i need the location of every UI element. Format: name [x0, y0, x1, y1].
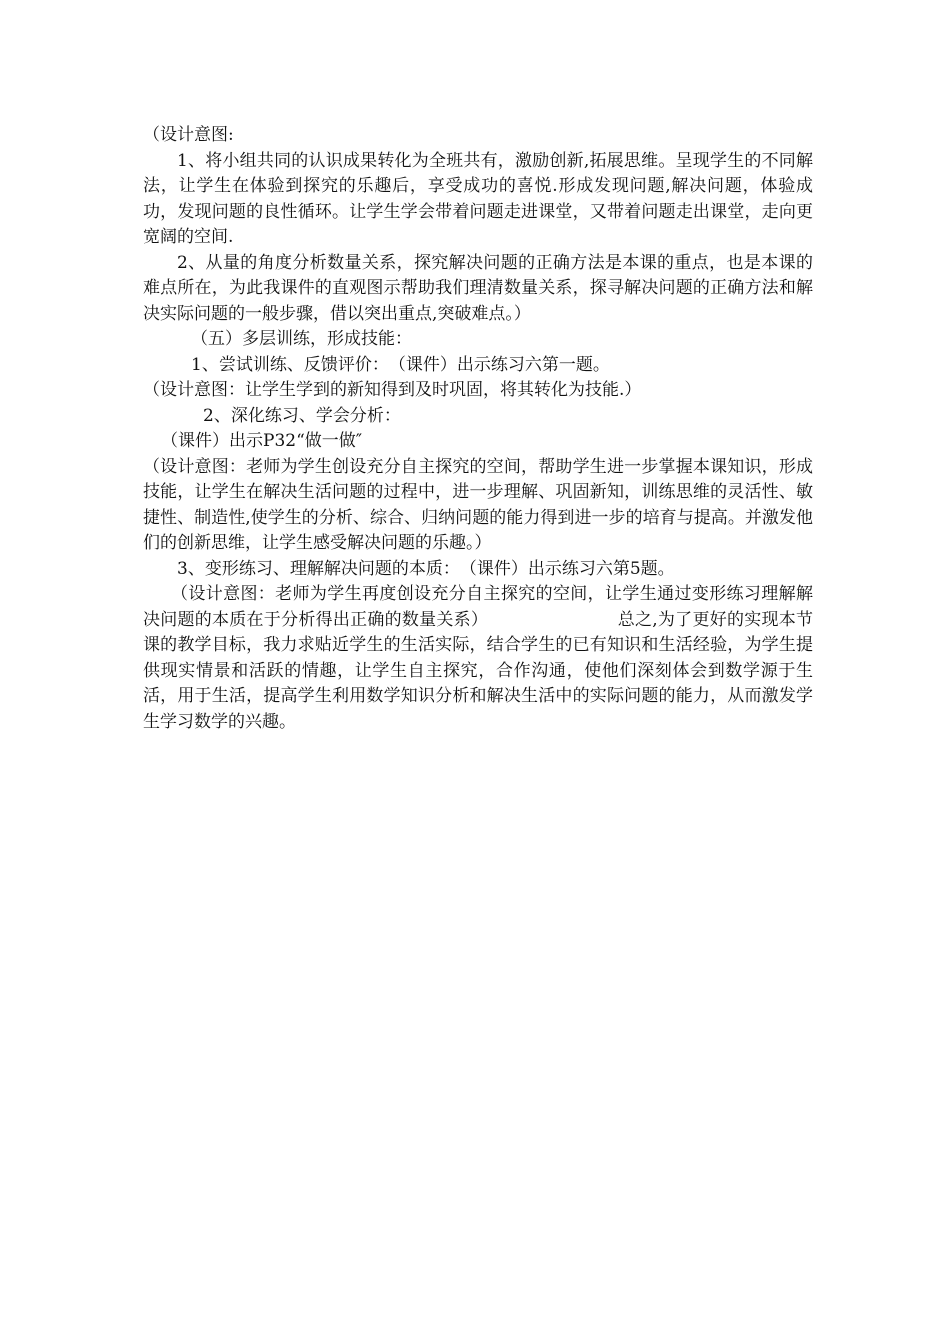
- paragraph-section-five: （五）多层训练，形成技能：: [191, 329, 412, 349]
- paragraph-design-intent-summary: （设计意图：老师为学生再度创设充分自主探究的空间，让学生通过变形练习理解解决问题的本质在于分析得出正确的数量关系） 总之,为了更好的实现本节课的教学目标，我力求贴近学生的生活实际，结合学生的已有知识和生活经验，为学生提供现实情景和活跃的情趣，让学生自主探究，合作沟通，使他们深刻体会到数学源于生活，用于生活，提高学生利用数学知识分析和解决生活中的实际问题的能力，从而激发学生学习数学的兴趣。: [143, 584, 813, 732]
- paragraph-design-intent-consolidate: （设计意图：让学生学到的新知得到及时巩固，将其转化为技能.）: [143, 380, 642, 400]
- paragraph-point-1: 1、将小组共同的认识成果转化为全班共有，激励创新,拓展思维。呈现学生的不同解法，让学生在体验到探究的乐趣后，享受成功的喜悦.形成发现问题,解决问题，体验成功，发现问题的良性循环。让学生学会带着问题走进课堂，又带着问题走出课堂，走向更宽阔的空间.: [143, 150, 813, 247]
- paragraph-point-2: 2、从量的角度分析数量关系，探究解决问题的正确方法是本课的重点，也是本课的难点所在，为此我课件的直观图示帮助我们理清数量关系，探寻解决问题的正确方法和解决实际问题的一般步骤，借以突出重点,突破难点。）: [143, 252, 813, 324]
- paragraph-deepen-practice: 2、深化练习、学会分析：: [203, 405, 401, 426]
- document-body: [143, 123, 813, 735]
- paragraph-courseware-p32: （课件）出示P32“做一做″: [161, 431, 363, 451]
- paragraph-design-intent-heading: （设计意图:: [143, 125, 234, 145]
- paragraph-variant-practice: 3、变形练习、理解解决问题的本质： （课件）出示练习六第5题。: [177, 558, 675, 579]
- paragraph-trial-training: 1、尝试训练、反馈评价： （课件）出示练习六第一题。: [191, 354, 610, 375]
- paragraph-design-intent-explore: （设计意图：老师为学生创设充分自主探究的空间，帮助学生进一步掌握本课知识，形成技能，让学生在解决生活问题的过程中，进一步理解、巩固新知，训练思维的灵活性、敏捷性、制造性,使学生的分析、综合、归纳问题的能力得到进一步的培育与提高。并激发他们的创新思维，让学生感受解决问题的乐趣。）: [143, 456, 813, 553]
